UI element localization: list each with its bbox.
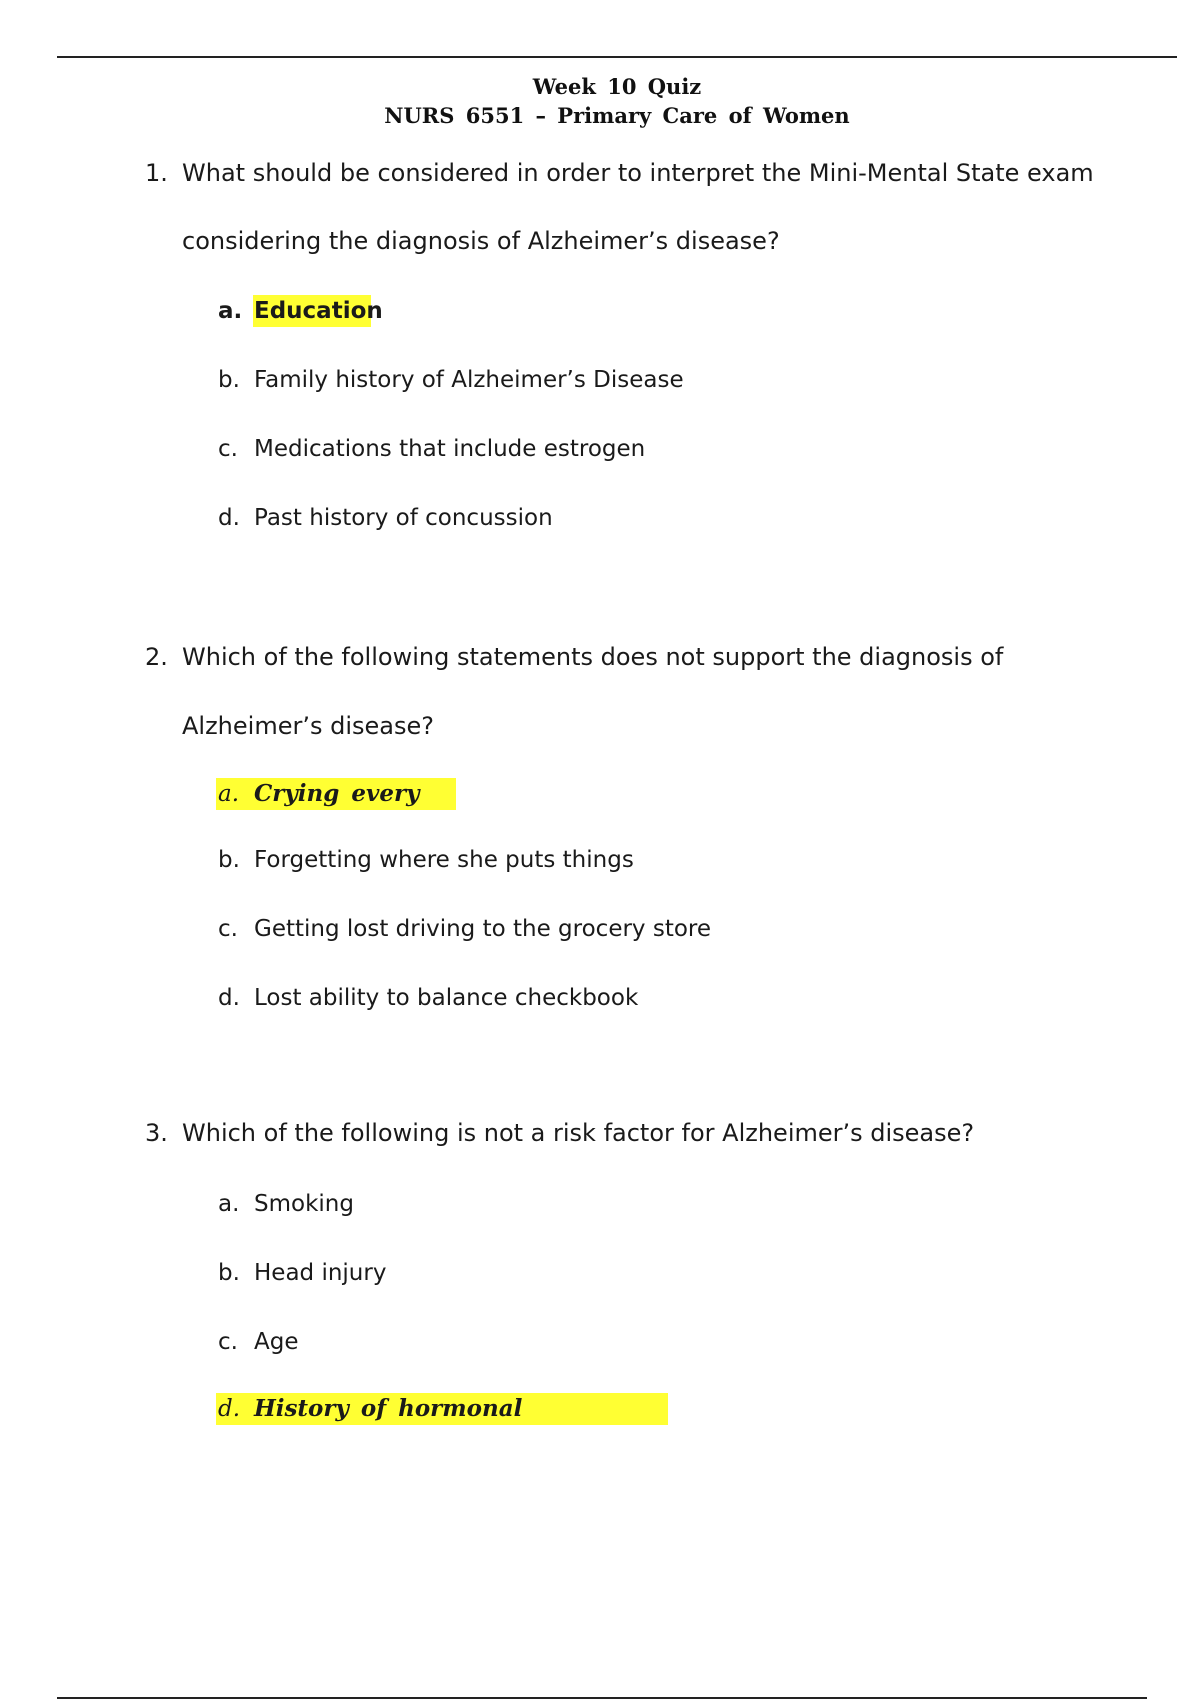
question-text-line: What should be considered in order to interpret the Mini-Mental State exam [182, 159, 1094, 187]
option-text-correct: History of hormonal [254, 1395, 523, 1422]
option-letter: c. [218, 436, 238, 462]
bottom-rule [57, 1697, 1147, 1699]
option-letter: c. [218, 916, 238, 942]
option-letter: b. [218, 847, 240, 873]
top-rule [57, 56, 1177, 58]
option-text: Smoking [254, 1191, 354, 1217]
question-number: 2. [145, 643, 168, 671]
option-text: Head injury [254, 1260, 387, 1286]
option-letter: a. [218, 298, 243, 324]
question-text-line: Which of the following statements does not support the diagnosis of [182, 643, 1004, 671]
question-text-line: Which of the following is not a risk factor for Alzheimer’s disease? [182, 1119, 975, 1147]
option-letter: d. [218, 985, 240, 1011]
option-text: Lost ability to balance checkbook [254, 985, 639, 1011]
question-text-line: considering the diagnosis of Alzheimer’s disease? [182, 227, 780, 255]
option-letter: b. [218, 367, 240, 393]
course-title: NURS 6551 – Primary Care of Women [384, 103, 850, 128]
option-letter: a. [218, 1191, 240, 1217]
option-text: Past history of concussion [254, 505, 553, 531]
quiz-title: Week 10 Quiz [532, 74, 702, 99]
option-text-correct: Crying every [254, 780, 420, 807]
option-letter: d. [218, 1396, 241, 1422]
option-text: Forgetting where she puts things [254, 847, 634, 873]
option-letter: c. [218, 1329, 238, 1355]
question-text-line: Alzheimer’s disease? [182, 712, 434, 740]
option-text: Getting lost driving to the grocery store [254, 916, 712, 942]
option-letter: b. [218, 1260, 240, 1286]
option-text: Medications that include estrogen [254, 436, 646, 462]
question-number: 1. [145, 159, 168, 187]
option-letter: d. [218, 505, 240, 531]
document-header [0, 72, 1200, 130]
option-text-correct: Education [254, 298, 383, 324]
option-text: Age [254, 1329, 299, 1355]
option-letter: a. [218, 781, 240, 807]
option-text: Family history of Alzheimer’s Disease [254, 367, 684, 393]
question-number: 3. [145, 1119, 168, 1147]
